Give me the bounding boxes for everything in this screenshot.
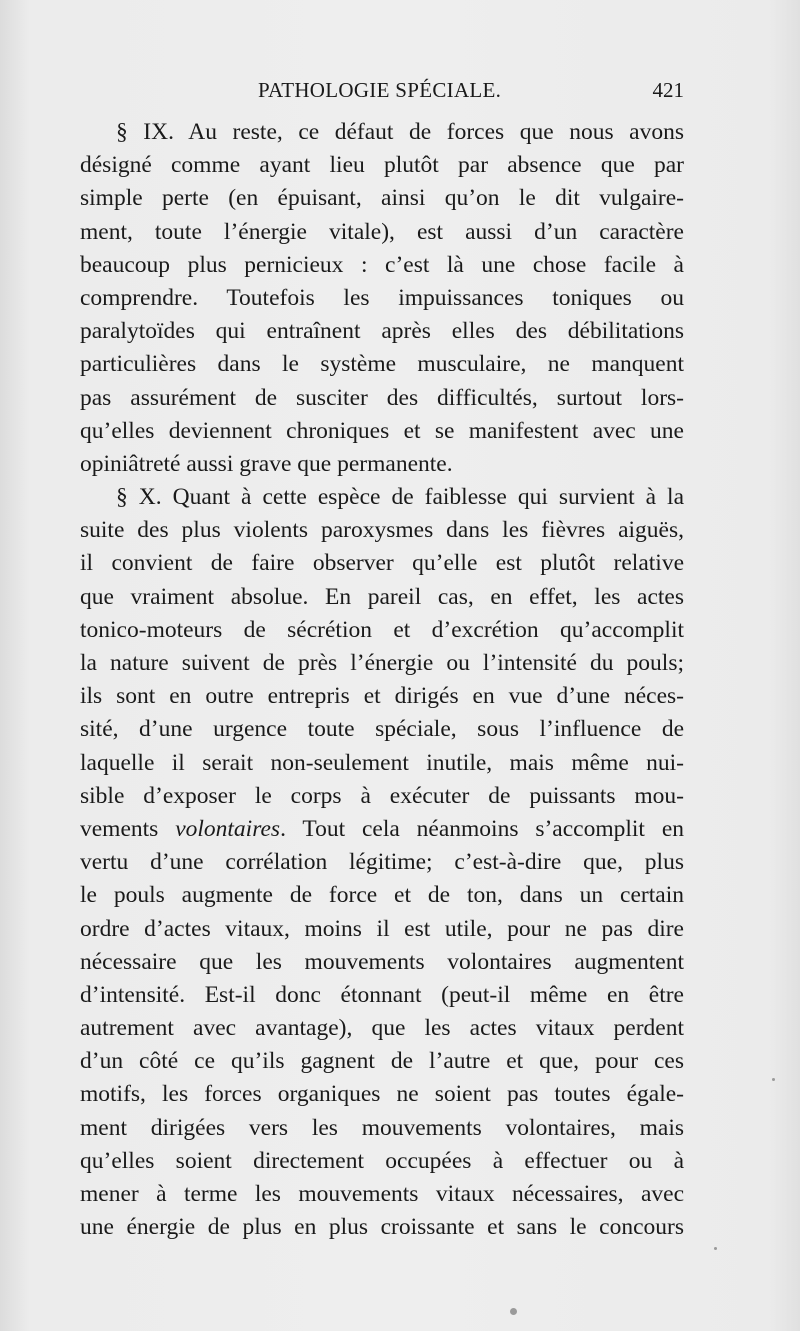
text-line: ment dirigées vers les mouvements volontaires, mais	[80, 1114, 684, 1141]
text-line: motifs, les forces organiques ne soient pas toutes égale-	[80, 1081, 684, 1108]
text-line: laquelle il serait non-seulement inutile, mais même nui-	[80, 749, 684, 776]
text-line: sité, d’une urgence toute spéciale, sous l’influence de	[80, 716, 684, 743]
text-line: d’un côté ce qu’ils gagnent de l’autre et que, pour ces	[80, 1048, 684, 1075]
text-line: paralytoïdes qui entraînent après elles des débilitations	[80, 318, 684, 345]
text-line: nécessaire que les mouvements volontaires augmentent	[80, 948, 684, 975]
text-line: sible d’exposer le corps à exécuter de puissants mou-	[80, 782, 684, 809]
paragraph-ix	[80, 116, 684, 481]
text-line: ment, toute l’énergie vitale), est aussi d’un caractère	[80, 218, 684, 245]
text-line: beaucoup plus pernicieux : c’est là une chose facile à	[80, 251, 684, 278]
text-line: ordre d’actes vitaux, moins il est utile, pour ne pas dire	[80, 915, 684, 942]
text-line: mener à terme les mouvements vitaux nécessaires, avec	[80, 1181, 684, 1207]
text-line: ils sont en outre entrepris et dirigés en vue d’une néces-	[80, 683, 684, 710]
italic-emphasis: volontaires	[175, 815, 281, 842]
text-line: § IX. Au reste, ce défaut de forces que nous avons	[116, 119, 684, 145]
body-text	[80, 116, 684, 1244]
text-line: § X. Quant à cette espèce de faiblesse qui survient à la	[116, 484, 684, 511]
text-line: vertu d’une corrélation légitime; c’est-à-dire que, plus	[80, 849, 684, 876]
page-header	[80, 78, 684, 108]
text-line: désigné comme ayant lieu plutôt par absence que par	[80, 152, 684, 179]
text-line: comprendre. Toutefois les impuissances toniques ou	[80, 284, 684, 311]
text-line: pas assurément de susciter des difficultés, surtout lors-	[80, 384, 684, 411]
running-title: PATHOLOGIE SPÉCIALE.	[258, 78, 502, 102]
text-line: qu’elles soient directement occupées à effectuer ou à	[80, 1147, 684, 1174]
text-line: particulières dans le système musculaire, ne manquent	[80, 351, 684, 378]
text-line: simple perte (en épuisant, ainsi qu’on le dit vulgaire-	[80, 185, 684, 212]
text-line: la nature suivent de près l’énergie ou l’intensité du pouls;	[80, 650, 684, 676]
text-line: suite des plus violents paroxysmes dans les fièvres aiguës,	[80, 517, 684, 544]
paper-speck	[714, 1247, 717, 1250]
paper-speck	[772, 1078, 775, 1081]
text-line: d’intensité. Est-il donc étonnant (peut-il même en être	[80, 981, 684, 1008]
paper-speck	[510, 1308, 517, 1315]
text-line-with-italic	[80, 813, 684, 846]
text-line: tonico-moteurs de sécrétion et d’excrétion qu’accomplit	[80, 616, 684, 643]
text-line: le pouls augmente de force et de ton, dans un certain	[80, 882, 684, 909]
text-line: autrement avec avantage), que les actes vitaux perdent	[80, 1015, 684, 1042]
text-line: une énergie de plus en plus croissante et sans le concours	[80, 1214, 684, 1241]
text-line: il convient de faire observer qu’elle est plutôt relative	[80, 550, 684, 577]
paragraph-x	[80, 481, 684, 1244]
text-run: . Tout cela néanmoins s’accomplit en	[280, 815, 684, 842]
page-number: 421	[652, 78, 684, 102]
text-line: que vraiment absolue. En pareil cas, en effet, les actes	[80, 583, 684, 610]
text-line: qu’elles deviennent chroniques et se manifestent avec une	[80, 417, 684, 444]
text-run: vements	[80, 815, 176, 842]
text-line: opiniâtreté aussi grave que permanente.	[80, 450, 453, 477]
